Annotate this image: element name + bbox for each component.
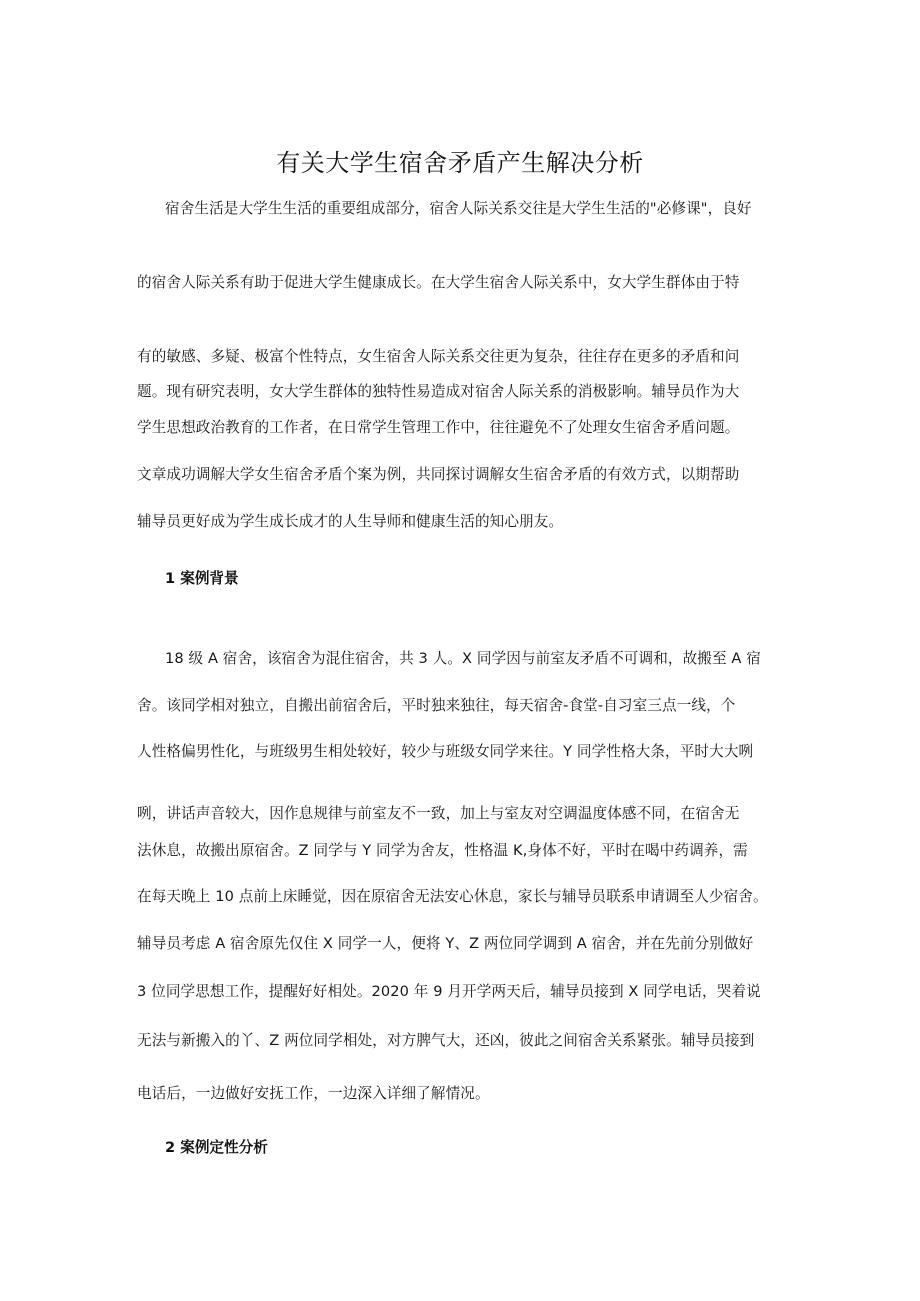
- body-line: 无法与新搬入的丫、Z 两位同学相处，对方脾气大，还凶，彼此之间宿舍关系紧张。辅导员接到: [137, 1032, 755, 1049]
- body-line: 在每天晚上 10 点前上床睡觉，因在原宿舍无法安心休息，家长与辅导员联系申请调至人少宿舍。: [137, 888, 768, 905]
- intro-line: 学生思想政治教育的工作者，在日常学生管理工作中，往往避免不了处理女生宿舍矛盾问题。: [137, 419, 740, 436]
- document-title: 有关大学生宿舍矛盾产生解决分析: [276, 149, 644, 177]
- intro-line: 辅导员更好成为学生成长成才的人生导师和健康生活的知心朋友。: [137, 513, 564, 530]
- body-line: 辅导员考虑 A 宿舍原先仅住 X 同学一人，便将 Y、Z 两位同学调到 A 宿舍，并在先前分别做好: [137, 935, 754, 952]
- section-heading-case-background: 1 案例背景: [165, 570, 239, 587]
- body-line: 舍。该同学相对独立，自搬出前宿舍后，平时独来独往，每天宿舍-食堂-自习室三点一线，个: [137, 697, 736, 714]
- intro-line: 文章成功调解大学女生宿舍矛盾个案为例，共同探讨调解女生宿舍矛盾的有效方式，以期帮助: [137, 466, 740, 483]
- section-heading-qualitative-analysis: 2 案例定性分析: [165, 1139, 268, 1156]
- body-line: 咧，讲话声音较大，因作息规律与前室友不一致，加上与室友对空调温度体感不同，在宿舍无: [137, 805, 740, 822]
- body-line: 人性格偏男性化，与班级男生相处较好，较少与班级女同学来往。Y 同学性格大条，平时大大咧: [137, 743, 754, 760]
- body-line: 电话后，一边做好安抚工作，一边深入详细了解情况。: [137, 1085, 490, 1102]
- body-line: 18 级 A 宿舍，该宿舍为混住宿舍，共 3 人。X 同学因与前室友矛盾不可调和，故搬至 A 宿: [165, 650, 761, 667]
- intro-line: 题。现有研究表明，女大学生群体的独特性易造成对宿舍人际关系的消极影响。辅导员作为大: [137, 383, 740, 400]
- body-line: 法休息，故搬出原宿舍。Z 同学与 Y 同学为舍友，性格温 K,身体不好，平时在喝中药调养，需: [137, 842, 748, 859]
- intro-line: 有的敏感、多疑、极富个性特点，女生宿舍人际关系交往更为复杂，往往存在更多的矛盾和问: [137, 348, 740, 365]
- intro-line: 的宿舍人际关系有助于促进大学生健康成长。在大学生宿舍人际关系中，女大学生群体由于特: [137, 274, 740, 291]
- body-line: 3 位同学思想工作，提醒好好相处。2020 年 9 月开学两天后，辅导员接到 X 同学电话，哭着说: [137, 983, 761, 1000]
- intro-line: 宿舍生活是大学生生活的重要组成部分，宿舍人际关系交往是大学生生活的"必修课"，良好: [165, 200, 752, 217]
